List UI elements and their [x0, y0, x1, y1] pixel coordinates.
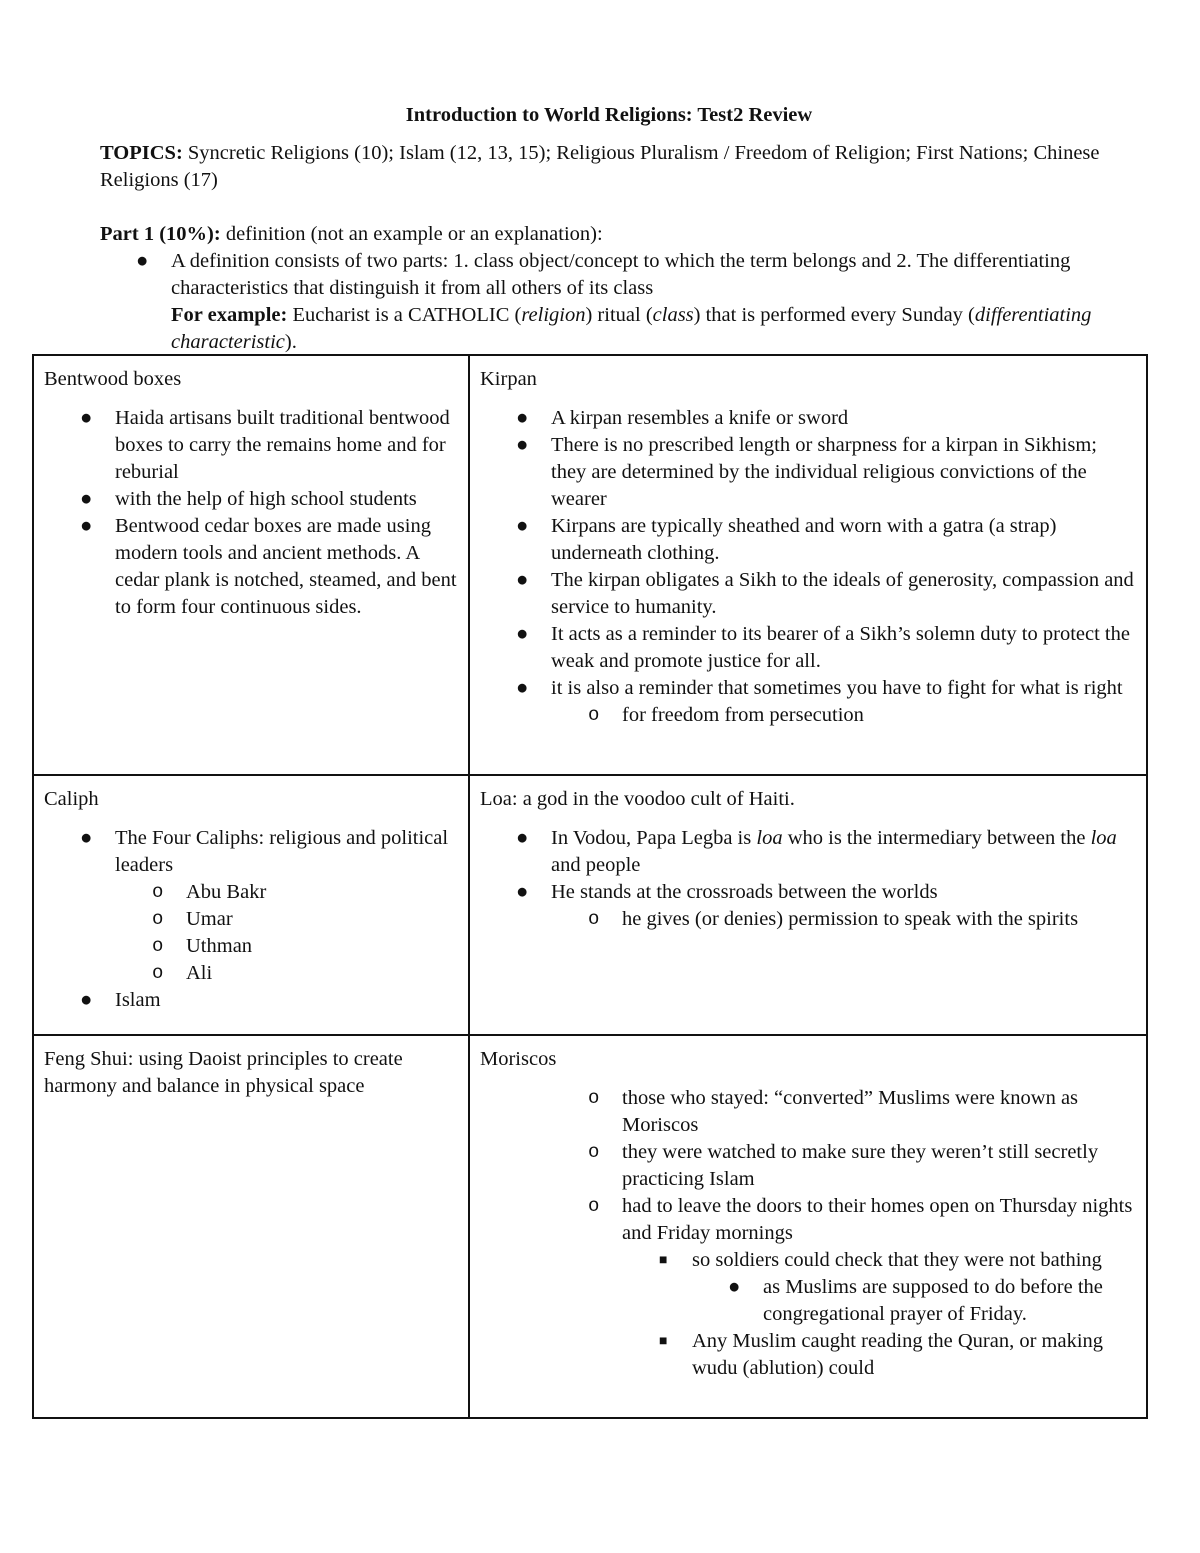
- bullet-icon: ●: [516, 881, 529, 903]
- list-item-text: so soldiers could check that they were not bathing: [692, 1249, 1102, 1271]
- list-item: [516, 825, 1136, 879]
- list-item: [659, 1328, 1136, 1382]
- list-item-text: for freedom from persecution: [622, 704, 864, 726]
- bullet-icon: ●: [516, 623, 529, 645]
- list-item: [516, 675, 1136, 702]
- list-item-text: he gives (or denies) permission to speak with the spirits: [622, 908, 1079, 930]
- list-item: [588, 1139, 1136, 1193]
- example-text: ) that is performed every Sunday (: [693, 304, 975, 326]
- example-italic: religion: [521, 304, 586, 326]
- list-item-text: Islam: [115, 989, 161, 1011]
- list-item-text: Bentwood cedar boxes are made using modern tools and ancient methods. A cedar plank is notched, steamed, and bent to form four continuous sides.: [115, 515, 457, 618]
- cell-moriscos: [469, 1035, 1147, 1418]
- list-item: [516, 567, 1136, 621]
- table-row: [33, 355, 1147, 775]
- bullet-icon: ●: [728, 1276, 741, 1298]
- list-item-text: The kirpan obligates a Sikh to the ideals of generosity, compassion and service to humanity.: [551, 569, 1134, 618]
- bullet-icon: ●: [516, 569, 529, 591]
- cell-title: Bentwood boxes: [44, 368, 182, 390]
- list-item: [728, 1274, 1136, 1328]
- italic-term: loa: [1090, 827, 1117, 849]
- table-row: [33, 775, 1147, 1035]
- bullet-icon: ●: [80, 407, 93, 429]
- list-item-text: with the help of high school students: [115, 488, 417, 510]
- sub-list: [588, 1085, 1136, 1247]
- list-item: [152, 906, 458, 933]
- terms-table: [32, 354, 1148, 1419]
- list-item: [80, 405, 458, 486]
- bullet-icon: ●: [516, 677, 529, 699]
- cell-title: Kirpan: [480, 368, 537, 390]
- cell-caliph: [33, 775, 469, 1035]
- cell-title: Loa: a god in the voodoo cult of Haiti.: [480, 788, 795, 810]
- list-item-text: There is no prescribed length or sharpness for a kirpan in Sikhism; they are determined by the individual religious convictions of the wearer: [551, 434, 1097, 510]
- circle-bullet-icon: o: [588, 908, 600, 930]
- circle-bullet-icon: o: [152, 881, 164, 903]
- example-italic: differentiating characteristic: [171, 304, 1092, 353]
- cell-bentwood-boxes: [33, 355, 469, 775]
- list-item: [80, 513, 458, 621]
- sub-list: [152, 879, 458, 987]
- italic-term: loa: [756, 827, 783, 849]
- topics-text: Syncretic Religions (10); Islam (12, 13, 15); Religious Pluralism / Freedom of Religion; First Nations; Chinese Religions (17): [100, 142, 1100, 191]
- document-title: Introduction to World Religions: Test2 Review: [405, 104, 813, 126]
- list-item-text: Any Muslim caught reading the Quran, or making wudu (ablution) could: [692, 1330, 1104, 1379]
- sub-sub-sub-list: [728, 1274, 1136, 1328]
- list-item-text: they were watched to make sure they weren’t still secretly practicing Islam: [622, 1141, 1099, 1190]
- list-item: [152, 960, 458, 987]
- bullet-icon: ●: [136, 250, 149, 272]
- list-item-text: He stands at the crossroads between the worlds: [551, 881, 938, 903]
- list-item: [516, 621, 1136, 675]
- bullet-icon: ●: [516, 827, 529, 849]
- list-item: [136, 248, 1100, 356]
- cell-title: Moriscos: [480, 1048, 557, 1070]
- sub-list: [588, 702, 1136, 729]
- list-item: [588, 1193, 1136, 1247]
- cell-kirpan: [469, 355, 1147, 775]
- bullet-icon: ●: [80, 488, 93, 510]
- list-item: [152, 879, 458, 906]
- example-text: ) ritual (: [585, 304, 653, 326]
- circle-bullet-icon: o: [152, 908, 164, 930]
- table-row: [33, 1035, 1147, 1418]
- list-item: [152, 933, 458, 960]
- list-item: [588, 702, 1136, 729]
- list-item: [588, 1085, 1136, 1139]
- list-item-text: as Muslims are supposed to do before the congregational prayer of Friday.: [763, 1276, 1103, 1325]
- list-item-text: it is also a reminder that sometimes you have to fight for what is right: [551, 677, 1123, 699]
- cell-title: Caliph: [44, 788, 99, 810]
- circle-bullet-icon: o: [588, 1087, 600, 1109]
- part1-text: definition (not an example or an explanation):: [220, 223, 603, 245]
- square-bullet-icon: ■: [659, 1253, 668, 1268]
- list-item-text: who is the intermediary between the: [782, 827, 1091, 849]
- part1-line: [100, 221, 1100, 248]
- circle-bullet-icon: o: [152, 962, 164, 984]
- bullet-icon: ●: [80, 989, 93, 1011]
- example-label: For example:: [171, 304, 288, 326]
- cell-loa: [469, 775, 1147, 1035]
- list-item-text: A kirpan resembles a knife or sword: [551, 407, 849, 429]
- list-item: [516, 432, 1136, 513]
- bullet-list: [80, 825, 458, 879]
- list-item: [516, 405, 1136, 432]
- list-item-text: The Four Caliphs: religious and political leaders: [115, 827, 449, 876]
- list-item: [588, 906, 1136, 933]
- example-italic: class: [652, 304, 694, 326]
- definition-bullet-text: A definition consists of two parts: 1. class object/concept to which the term belongs and 2. The differentiating characteristics that distinguish it from all others of its class: [171, 250, 1071, 299]
- bullet-list: [516, 825, 1136, 906]
- list-item: [80, 987, 458, 1014]
- bullet-icon: ●: [80, 515, 93, 537]
- list-item: [516, 879, 1136, 906]
- list-item-text: It acts as a reminder to its bearer of a Sikh’s solemn duty to protect the weak and promote justice for all.: [551, 623, 1130, 672]
- list-item-text: Haida artisans built traditional bentwood boxes to carry the remains home and for reburial: [115, 407, 450, 483]
- example-text: ).: [284, 331, 297, 353]
- bullet-list: [516, 405, 1136, 702]
- bullet-list: [80, 405, 458, 621]
- square-bullet-icon: ■: [659, 1334, 668, 1349]
- part1-list: [136, 248, 1100, 356]
- list-item-text: In Vodou, Papa Legba is: [551, 827, 757, 849]
- list-item-text: and people: [551, 854, 641, 876]
- sub-sub-list: [659, 1328, 1136, 1382]
- list-item-text: had to leave the doors to their homes open on Thursday nights and Friday mornings: [622, 1195, 1133, 1244]
- circle-bullet-icon: o: [588, 704, 600, 726]
- list-item: [80, 486, 458, 513]
- list-item-text: those who stayed: “converted” Muslims were known as Moriscos: [622, 1087, 1079, 1136]
- list-item: [80, 825, 458, 879]
- example-text: Eucharist is a CATHOLIC (: [287, 304, 522, 326]
- circle-bullet-icon: o: [588, 1195, 600, 1217]
- bullet-icon: ●: [516, 434, 529, 456]
- topics-line: [100, 140, 1100, 194]
- part1-label: Part 1 (10%):: [100, 223, 221, 245]
- circle-bullet-icon: o: [588, 1141, 600, 1163]
- list-item: [516, 513, 1136, 567]
- intro-section: [100, 140, 1100, 356]
- list-item-text: Abu Bakr: [186, 881, 267, 903]
- circle-bullet-icon: o: [152, 935, 164, 957]
- cell-feng-shui: [33, 1035, 469, 1418]
- sub-sub-list: [659, 1247, 1136, 1274]
- list-item-text: Umar: [186, 908, 233, 930]
- bullet-icon: ●: [516, 407, 529, 429]
- bullet-icon: ●: [80, 827, 93, 849]
- list-item-text: Kirpans are typically sheathed and worn with a gatra (a strap) underneath clothing.: [551, 515, 1057, 564]
- bullet-list: [80, 987, 458, 1014]
- topics-label: TOPICS:: [100, 142, 183, 164]
- sub-list: [588, 906, 1136, 933]
- list-item-text: Ali: [186, 962, 213, 984]
- list-item-text: Uthman: [186, 935, 253, 957]
- bullet-icon: ●: [516, 515, 529, 537]
- cell-title: Feng Shui: using Daoist principles to create harmony and balance in physical space: [44, 1048, 403, 1097]
- list-item: [659, 1247, 1136, 1274]
